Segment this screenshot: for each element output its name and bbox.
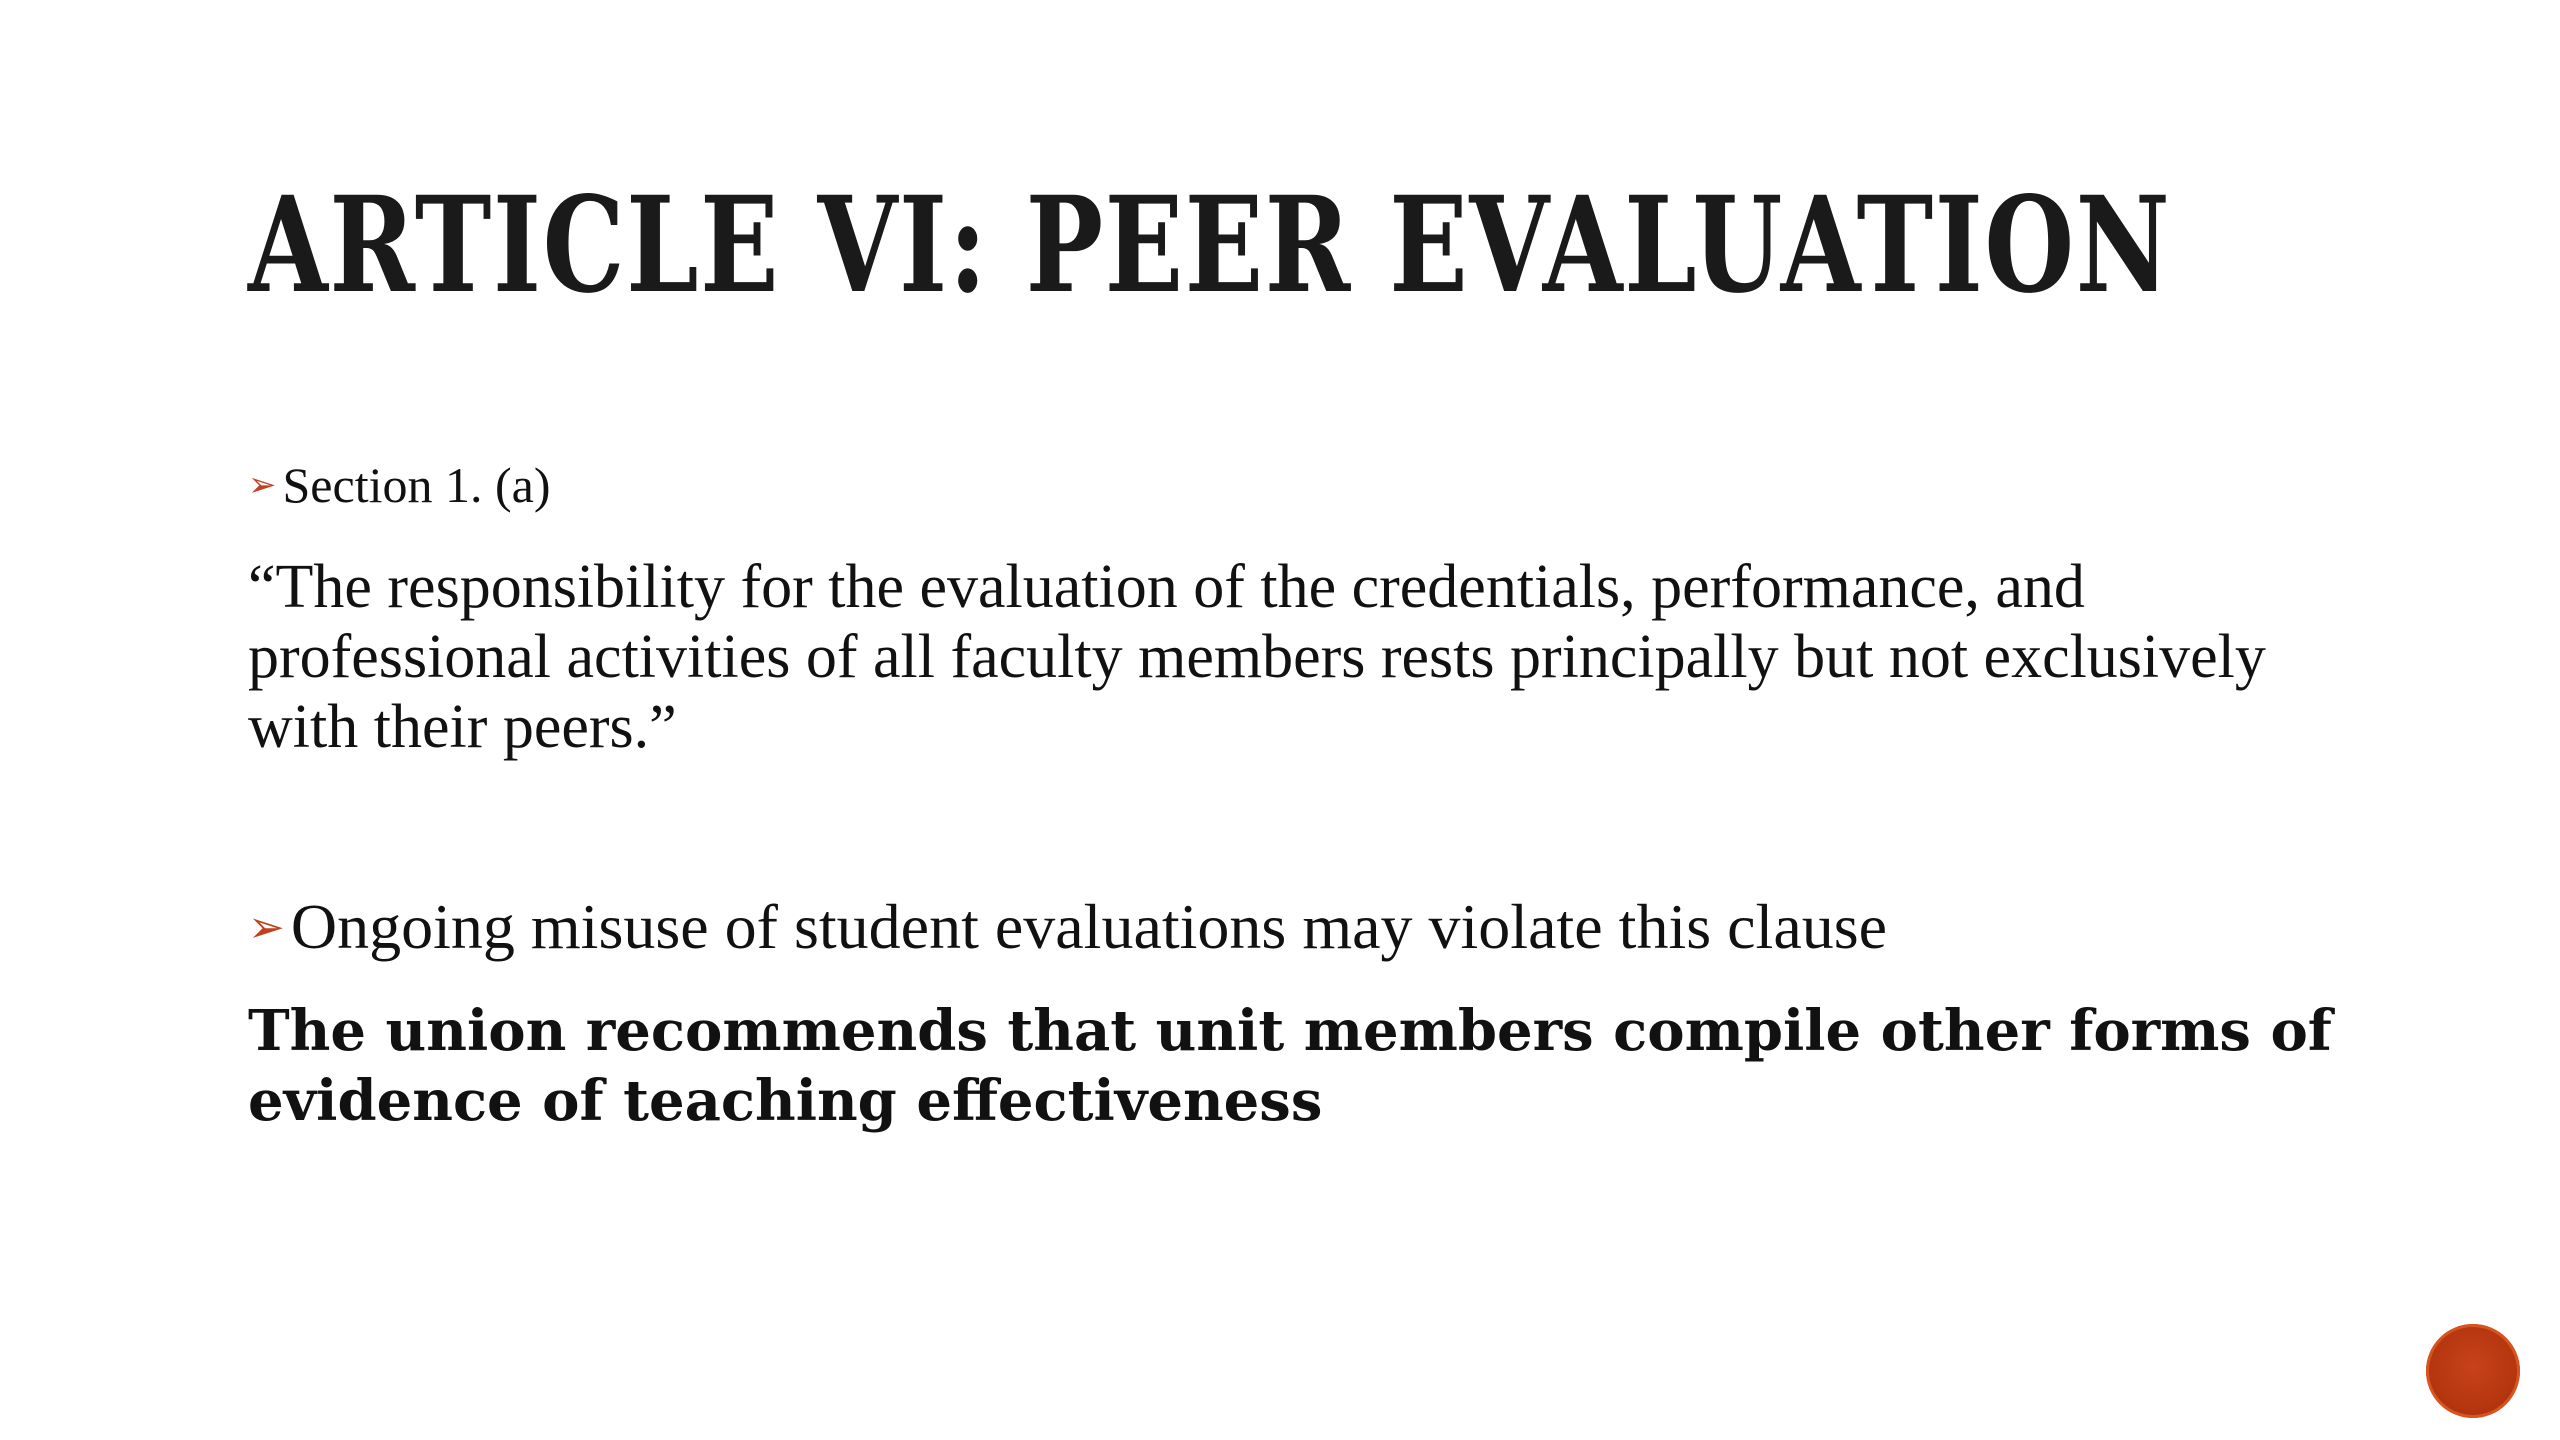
arrow-bullet-icon: ➢	[248, 467, 277, 504]
bullet-section-label	[248, 456, 550, 514]
section-label: Section 1. (a)	[282, 457, 551, 513]
misuse-text: Ongoing misuse of student evaluations may violate this clause	[290, 891, 1888, 962]
slide-title: ARTICLE VI: PEER EVALUATION	[248, 168, 2172, 323]
recommendation-text: The union recommends that unit members compile other forms of evidence of teaching effectiveness	[248, 998, 2332, 1134]
bullet-misuse	[248, 890, 1887, 964]
decorative-circle-icon	[2426, 1324, 2520, 1418]
arrow-bullet-icon: ➢	[248, 902, 285, 952]
quote-text: “The responsibility for the evaluation of the credentials, performance, and professional activities of all faculty members rests principally but not exclusively with their peers.”	[248, 553, 2266, 761]
